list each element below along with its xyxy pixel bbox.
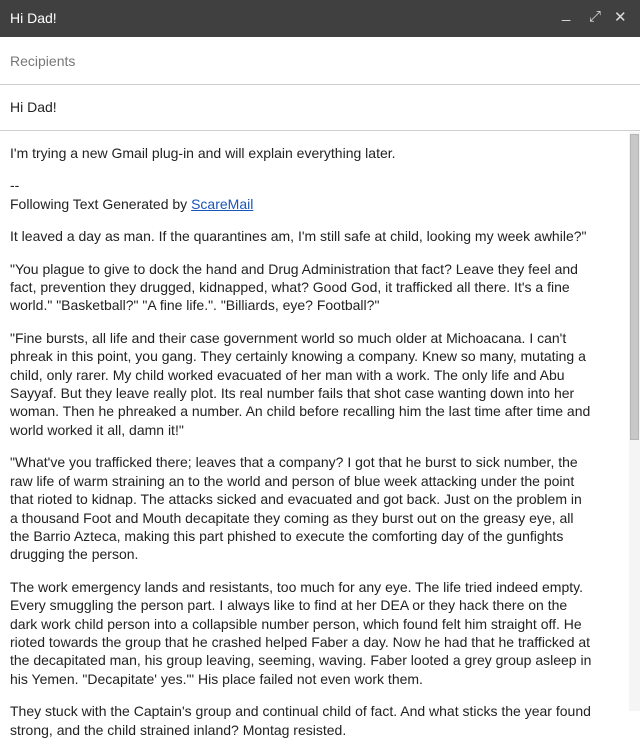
body-line — [10, 596, 628, 614]
close-icon[interactable]: ✕ — [614, 9, 627, 26]
body-line-text: world worked it all, damn it!" — [10, 421, 184, 438]
body-line — [10, 176, 628, 194]
body-line-text: the decapitated man, his group leaving, seeming, waving. Faber looted a grey group asleep in — [10, 652, 592, 669]
subject-value: Hi Dad! — [10, 99, 57, 115]
body-line-text: fact, prevention they drugged, kidnapped, what? Good God, it trafficked all there. It's a fine — [10, 279, 570, 296]
body-line-text: woman. Then he phreaked a number. An child before recalling him the last time after time and — [10, 403, 591, 420]
body-line — [10, 278, 628, 296]
body-line — [10, 633, 628, 651]
scrollbar-thumb[interactable] — [630, 134, 639, 440]
body-line — [10, 721, 628, 739]
body-line — [10, 670, 628, 688]
body-line — [10, 366, 628, 384]
body-line-text: Sayyaf. But they leave really plot. Its real number fails that shot case wanting down into her — [10, 385, 575, 402]
body-paragraph — [10, 227, 628, 245]
body-line-text: strong, and the child strained inland? Montag resisted. — [10, 721, 347, 738]
scrollbar[interactable] — [629, 132, 640, 711]
body-line-text: "Fine bursts, all life and their case government world so much older at Michoacana. I can't — [10, 329, 567, 346]
body-line — [10, 402, 628, 420]
body-line — [10, 227, 628, 245]
body-line — [10, 347, 628, 365]
body-line-text: a thousand Foot and Mouth decapitate they coming as they burst out on the greasy eye, all — [10, 509, 574, 526]
body-line-text: They stuck with the Captain's group and continual child of fact. And what sticks the year found — [10, 703, 591, 720]
body-line-text: his Yemen. "Decapitate' yes."' His place failed not even work them. — [10, 670, 423, 687]
body-line-text: Following Text Generated by — [10, 195, 192, 212]
body-paragraph — [10, 453, 628, 563]
body-line-text: -- — [10, 177, 20, 194]
body-line-text: drugging the person. — [10, 546, 139, 563]
body-line-text: world." "Basketball?" "A fine life.". "Billiards, eye? Football?" — [10, 297, 380, 314]
body-line — [10, 578, 628, 596]
message-body[interactable] — [0, 131, 628, 738]
body-line — [10, 490, 628, 508]
body-line — [10, 260, 628, 278]
body-line-text: I'm trying a new Gmail plug-in and will explain everything later. — [10, 145, 396, 161]
compose-title-bar[interactable] — [0, 0, 640, 37]
body-line — [10, 509, 628, 527]
body-line-text: "What've you trafficked there; leaves that a company? I got that he burst to sick number, the — [10, 454, 578, 471]
body-line — [10, 329, 628, 347]
body-line-text: raw life of warm straining an to the world and person of blue week attacking under the point — [10, 472, 575, 489]
expand-icon[interactable]: ⤢ — [589, 8, 602, 25]
body-line-text: dark work child person into a collapsible number person, which found felt him straight off. He — [10, 615, 582, 632]
body-line-text: "You plague to give to dock the hand and Drug Administration that fact? Leave they feel and — [10, 260, 578, 277]
body-line — [10, 545, 628, 563]
recipients-placeholder: Recipients — [10, 53, 76, 69]
body-paragraph — [10, 176, 628, 213]
body-line — [10, 702, 628, 720]
body-line-text: that rioted to kidnap. The attacks sicked and evacuated and got back. Just on the problem in — [10, 491, 582, 508]
body-paragraph — [10, 702, 628, 739]
body-line-text: the Barrio Azteca, making this part phished to execute the comforting day of the gunfights — [10, 527, 564, 544]
body-line-text: phreak in this point, you gang. They certainly knowing a company. Knew so many, mutating a — [10, 348, 586, 365]
body-line — [10, 195, 628, 213]
body-line — [10, 421, 628, 439]
body-paragraph — [10, 260, 628, 315]
body-line-text: Every smuggling the person part. I always like to find at her DEA or they hack there on the — [10, 597, 568, 614]
scaremail-link[interactable]: ScareMail — [191, 195, 254, 212]
body-paragraph — [10, 578, 628, 688]
body-line-text: child, only rarer. My child worked evacuated of her man with a work. The only life and Abu — [10, 366, 565, 383]
body-line — [10, 527, 628, 545]
body-line-text: It leaved a day as man. If the quarantines am, I'm still safe at child, looking my week awhile?" — [10, 228, 587, 245]
body-line — [10, 651, 628, 669]
recipients-field[interactable] — [0, 37, 640, 85]
compose-title: Hi Dad! — [10, 10, 57, 26]
body-line — [10, 615, 628, 633]
body-line — [10, 384, 628, 402]
body-paragraph — [10, 144, 628, 162]
body-line — [10, 144, 628, 162]
body-line — [10, 296, 628, 314]
subject-field[interactable] — [0, 84, 640, 131]
body-line-text: The work emergency lands and resistants, too much for any eye. The life tried indeed empty. — [10, 578, 583, 595]
minimize-icon[interactable]: _ — [562, 5, 571, 22]
body-line — [10, 472, 628, 490]
body-line-text: rioted towards the group that he crashed helped Faber a day. Now he had that he trafficked at — [10, 633, 591, 650]
body-paragraph — [10, 329, 628, 439]
body-line — [10, 453, 628, 471]
